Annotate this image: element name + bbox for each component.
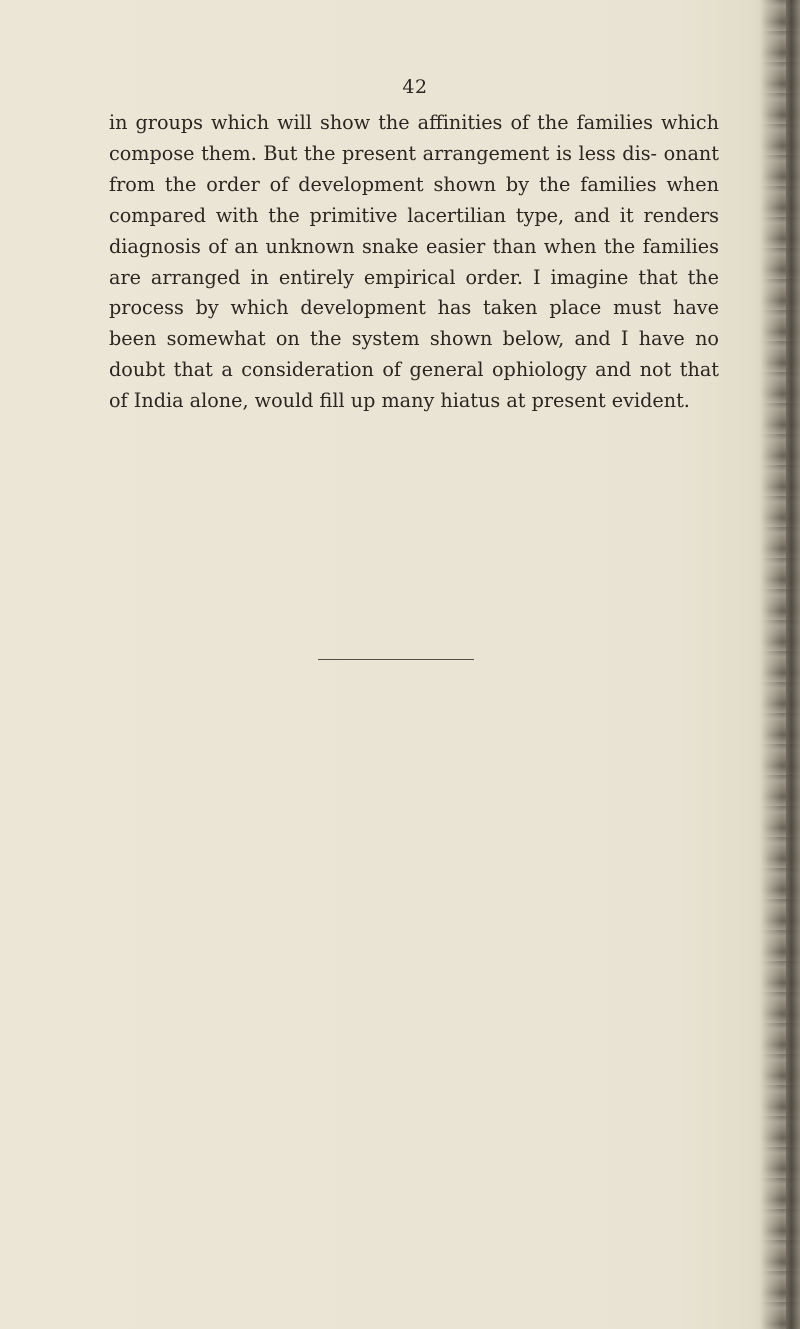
- page-number: 42: [402, 76, 428, 98]
- section-divider-rule: [318, 659, 474, 660]
- book-spine-edge: [786, 0, 800, 1329]
- body-paragraph: in groups which will show the affinities of the families which compose them. But the present arrangement is less dis- onant from the order of development shown by the families when compared with the primitive lacertilian type, and it renders diagnosis of an unknown snake easier than when the families are arranged in entirely empirical order. I imagine that the process by which development has taken place must have been somewhat on the system shown below, and I have no doubt that a consideration of general ophiology and not that of India alone, would fill up many hiatus at present evident.: [109, 111, 719, 413]
